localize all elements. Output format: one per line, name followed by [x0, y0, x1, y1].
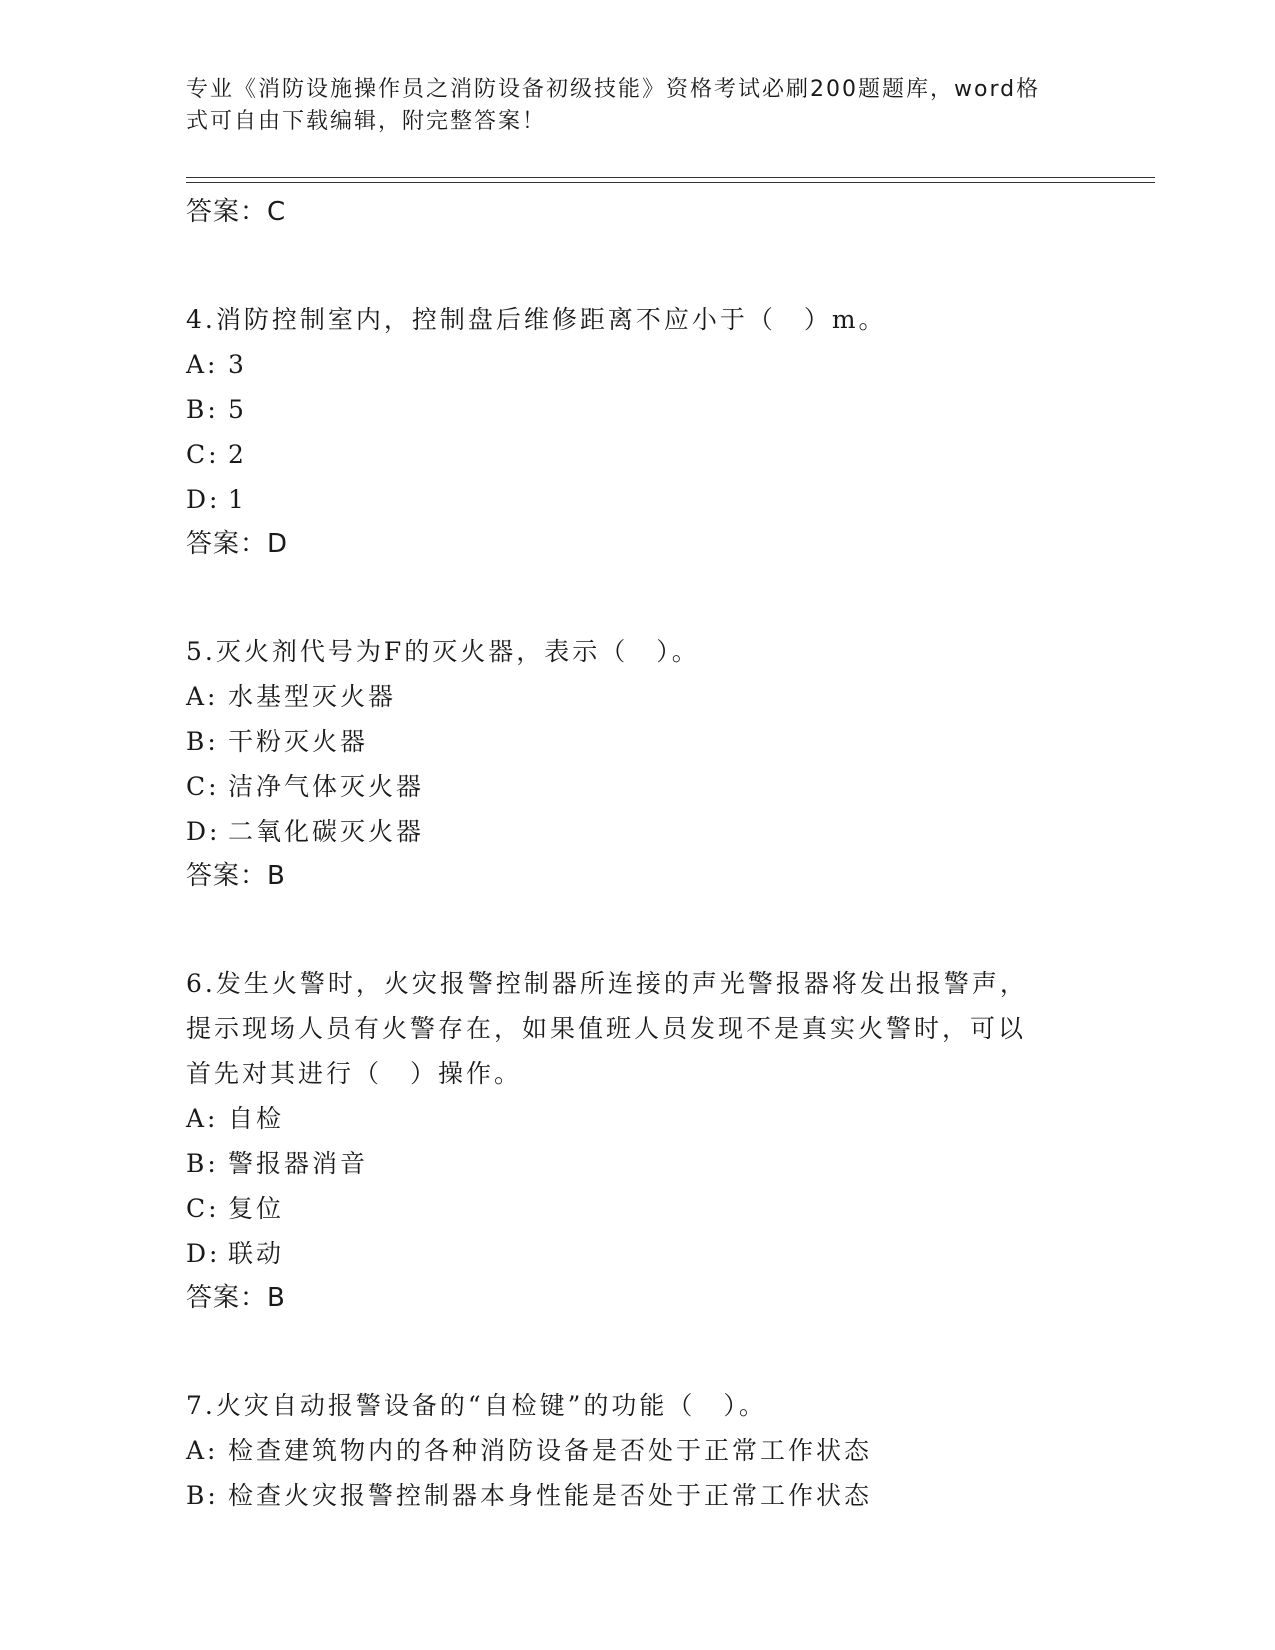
option-a	[186, 342, 1146, 387]
answer-line: 答案：B	[186, 861, 286, 891]
option-text: 1	[228, 485, 247, 514]
option-a	[186, 1428, 1146, 1473]
question-7	[186, 1383, 1146, 1518]
spacer	[186, 899, 1146, 961]
option-letter: A:	[186, 1436, 219, 1465]
option-text: 警报器消音	[228, 1149, 369, 1178]
answer-line: 答案：D	[186, 529, 289, 559]
spacer	[186, 567, 1146, 629]
question-5	[186, 629, 1146, 899]
question-4	[186, 297, 1146, 567]
option-letter: C:	[186, 1194, 220, 1223]
option-letter: B:	[186, 395, 219, 424]
option-c	[186, 764, 1146, 809]
header-line-2: 式可自由下载编辑，附完整答案！	[186, 109, 547, 134]
question-list	[186, 190, 1146, 1518]
spacer	[186, 235, 1146, 297]
option-letter: D:	[186, 817, 221, 846]
question-stem: 7.火灾自动报警设备的“自检键”的功能（ ）。	[186, 1391, 767, 1420]
option-text: 5	[228, 395, 247, 424]
option-b	[186, 1141, 1146, 1186]
question-6	[186, 961, 1146, 1321]
option-letter: D:	[186, 485, 221, 514]
option-a	[186, 674, 1146, 719]
answer-line: 答案：B	[186, 1283, 286, 1313]
option-d	[186, 1231, 1146, 1276]
option-d	[186, 477, 1146, 522]
question-stem: 4.消防控制室内，控制盘后维修距离不应小于（ ）m。	[186, 305, 887, 334]
option-letter: C:	[186, 772, 220, 801]
option-letter: A:	[186, 350, 219, 379]
option-text: 自检	[228, 1104, 285, 1133]
spacer	[186, 1321, 1146, 1383]
option-text: 干粉灭火器	[228, 727, 369, 756]
header-divider-bottom	[186, 182, 1155, 183]
option-text: 检查建筑物内的各种消防设备是否处于正常工作状态	[228, 1436, 873, 1465]
page-header	[186, 74, 1066, 138]
option-letter: D:	[186, 1239, 221, 1268]
option-letter: B:	[186, 727, 219, 756]
option-text: 洁净气体灭火器	[228, 772, 425, 801]
option-text: 检查火灾报警控制器本身性能是否处于正常工作状态	[228, 1481, 873, 1510]
option-b	[186, 1473, 1146, 1518]
option-letter: A:	[186, 682, 219, 711]
option-c	[186, 432, 1146, 477]
option-text: 复位	[228, 1194, 285, 1223]
answer-line: 答案：C	[186, 197, 287, 227]
option-c	[186, 1186, 1146, 1231]
option-text: 二氧化碳灭火器	[228, 817, 425, 846]
option-d	[186, 809, 1146, 854]
option-b	[186, 719, 1146, 764]
option-a	[186, 1096, 1146, 1141]
option-letter: C:	[186, 440, 220, 469]
question-stem: 提示现场人员有火警存在，如果值班人员发现不是真实火警时，可以	[186, 1014, 1027, 1043]
option-text: 3	[228, 350, 247, 379]
question-stem: 首先对其进行（ ）操作。	[186, 1059, 523, 1088]
option-b	[186, 387, 1146, 432]
option-letter: B:	[186, 1481, 219, 1510]
question-stem: 6.发生火警时，火灾报警控制器所连接的声光警报器将发出报警声，	[186, 969, 1028, 998]
option-letter: A:	[186, 1104, 219, 1133]
option-text: 水基型灭火器	[228, 682, 397, 711]
question-stem: 5.灭火剂代号为F的灭火器，表示（ ）。	[186, 637, 700, 666]
option-text: 联动	[228, 1239, 285, 1268]
header-divider-top	[186, 177, 1155, 178]
option-text: 2	[228, 440, 247, 469]
option-letter: B:	[186, 1149, 219, 1178]
header-line-1: 专业《消防设施操作员之消防设备初级技能》资格考试必刷200题题库，word格	[186, 77, 1041, 102]
